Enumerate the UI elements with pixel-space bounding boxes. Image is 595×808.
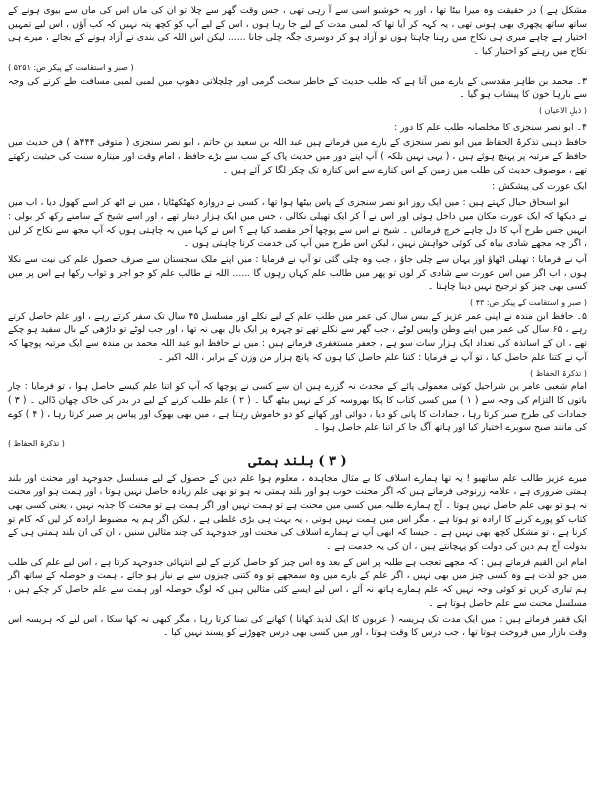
citation-7: ( صبر و استقامت کے پیکر ص: ۴۳ ) <box>470 298 587 308</box>
subheading-abu-nasr: ۴۔ ابو نصر سنجزی کا مخلصانہ طلب علم کا دور : <box>394 121 587 133</box>
paragraph-1: مشکل ہے ) در حقیقت وہ میرا بیٹا تھا ، اور یہ خوشبو اسی سے آ رہی تھی ، جس وقت گھر سے چلا تو ان کی ماں اس کی ماں سے بیوی ہونے کے ساتھ ساتھ پچھری بھی ہونی تھی ، یہ کہہ کر آیا تھا کہ لمبی مدت کے لیے جا رہا ہوں ، اس کے لیے آپ کو کچھ پتہ نہیں کہ کب آؤں ، اس لیے تمہیں اختیار ہے چاہے میری ہی نکاح میں رہنا چاہتا ہوں تو آزاد ہو کر دوسری جگہ چلی جانا ...... لیکن اس اللہ کی بندی نے آزاد ہونے کے بجائے ، میرے ہی نکاح میں رہنے کو اختیار کیا ۔ <box>8 5 587 58</box>
paragraph-4: حافظ ذہبی تذکرۃ الحفاظ میں ابو نصر سنجزی کے بارے میں فرماتے ہیں عبد اللہ بن سعید بن حاتم ، ابو نصر سنجزی ( متوفی ۴۴۴ھ ) فن حدیث میں حافظ کے مرتبہ پر پہنچ ہوئے ہیں ، ( یہی نہیں بلکہ ) آپ اپنے دور میں حدیث پاک کے سب سے بڑے حافظ ، امام وقت اور مینارہ سنت کی حیثیت رکھتے تھے ، موصوف حدیث کی طلب میں زمین کے اس کنارے سے اس کنارہ تک چکر لگا کر آئے ہیں ۔ <box>8 137 587 176</box>
citation-9: ( تذکرۃ الحفاظ ) <box>8 439 65 449</box>
paragraph-7: آپ نے فرمایا : تھیلی اٹھاؤ اور یہاں سے چلی جاؤ ، جب وہ چلی گئی تو آپ نے فرمایا : میں اپنے ملک سجستان سے صرف حصول علم کی نیت سے نکلا ہوں ، اب اگر میں اس عورت سے شادی کر لوں تو پھر میں طالب علم کہاں رہوں گا ...... اللہ نے طالب علم کو جو اجر و ثواب رکھا ہے اس پر میں کسی بھی چیز کو ترجیح نہیں دینا چاہتا ۔ <box>8 253 587 293</box>
section-paragraph-2: امام ابن القیم فرماتے ہیں : کہ مجھے تعجب ہے طلبہ پر اس کے بعد وہ اس چیز کو حاصل کرنے کے لیے انتہائی جدوجہد کرتا ہے ، اس لیے علم کی طلب میں جو لذت ہے وہ کسی چیز میں بھی نہیں ، اگر علم کے بارے میں وہ سمجھے تو وہ کتنی چیزوں سے بے نیاز ہو جائے ، ہمت و حوصلہ کے ساتھ اگر ہم تیاری کریں تو کوئی وجہ نہیں کہ علم ہمارے ہاتھ نہ آئے ، اس لیے ایسے کئی مثالیں ہیں کہ لوگ حوصلہ اور ہمت سے علم حاصل کر چکے ہیں ، مسلسل محنت سے علم حاصل ہوتا ہے ۔ <box>8 556 587 609</box>
paragraph-6: ابو اسحاق حبال کہتے ہیں : میں ایک روز ابو نصر سنجزی کے پاس بیٹھا ہوا تھا ، کسی نے دروازہ کھٹکھٹایا ، میں نے اٹھ کر اسے کھول دیا ، اب میں نے دیکھا کہ ایک عورت مکان میں داخل ہوئی اور اس نے آ کر ایک تھیلی نکالی ، جس میں ایک ہزار دینار تھے ، اور اسے شیخ کے سامنے رکھ کر بولی : انہیں جس طرح آپ کا دل چاہے خرچ فرمائیں ۔ شیخ نے اس سے پوچھا آخر مقصد کیا ہے ؟ اس نے کہا میں یہ چاہتی ہوں کہ آپ مجھ سے نکاح کر لیں ، اگر چہ مجھے شادی بیاہ کی کوئی خواہش نہیں ، لیکن اس طرح میں آپ کی خدمت کرنا چاہتی ہوں ۔ <box>8 197 587 250</box>
paragraph-9: امام شعبی عامر بن شراحیل کوئی معمولی پائے کے محدث نہ گزرے ہیں ان سے کسی نے پوچھا کہ آپ کو اتنا علم کیسے حاصل ہوا ، تو فرمایا : چار باتوں کا التزام کی وجہ سے ( ۱ ) میں کسی کتاب کا پکا بھروسہ کر کے نہیں بیٹھ گیا ۔ ( ۲ ) علم طلب کرنے کے لیے در بدر کی خاک چھان ڈالی ۔ ( ۳ ) جمادات کی طرح صبر کرتا رہا ، جمادات کا پانی کو دیا ، دوائی اور کھانے کو دو خاموش رہتا ہے ، میں بھی بھوک اور پیاس پر صبر کرتا رہا ، ( ۴ ) کوے کی مانند صبح سویرے اختیار کیا اور ہاتھ آگ جا کر اتنا علم حاصل ہوا ۔ <box>8 381 587 434</box>
citation-8: ( تذکرۃ الحفاظ ) <box>530 368 587 378</box>
section-paragraph-3: ایک فقیر فرماتے ہیں : میں ایک مدت تک ہریسہ ( عربوں کا ایک لذیذ کھانا ) کھانے کی تمنا کرتا رہا ، مگر کبھی نہ کھا سکا ، اس لیے کہ ہریسہ اس وقت بازار میں فروخت ہوتا تھا ، جب درس کا وقت ہوتا ، اور میں کسی بھی درس چھوڑنے کو پسند نہیں کیا ۔ <box>8 613 587 639</box>
subheading-woman-offer: ایک عورت کی پیشکش : <box>492 181 587 193</box>
citation-2: ( ذیلِ الاعیان ) <box>538 105 587 115</box>
paragraph-8: ۵۔ حافظ ابن مندہ نے اپنی عمر عزیز کے بیس سال کی عمر میں طلب علم کے لیے نکلے اور مسلسل ۴۵ سال تک سفر کرتے رہے ، اور علم حاصل کرتے رہے ، ۶۵ سال کی عمر میں اپنے وطن واپس لوٹے ، جب گھر سے نکلے تھے تو چہرہ پر ایک بال بھی نہ تھا ، اور جب لوٹے تو داڑھی کے بال سفید ہو چکے تھے ، ان کے اساتذہ کی تعداد ایک ہزار سات سو ہے ، جعفر مستغفری فرماتے ہیں : میں نے حافظ ابو عبد اللہ محمد بن مندہ سے ایک مرتبہ پوچھا کہ آپ نے کتنا علم حاصل کیا ، تو آپ نے فرمایا : کتنا علم حاصل کیا ہوں کہ پانچ ہزار من وزن کے برابر ، اللہ اکبر ۔ <box>8 310 587 363</box>
citation-1: ( صبر و استقامت کے پیکر ص: ۵۲۵۱ ) <box>8 62 134 72</box>
section-heading: ( ۳ ) بلند ہمتی <box>248 453 347 469</box>
paragraph-2: ۳۔ محمد بن طاہر مقدسی کے بارے میں آتا ہے کہ طلب حدیث کے خاطر سخت گرمی اور چلچلاتی دھوپ میں لمبی لمبی مسافت طے کرنے کی وجہ سے بارہا خون کا پیشاب ہو گیا ۔ <box>8 75 587 101</box>
section-paragraph-1: میرے عزیز طالب علم ساتھیو ! یہ تھا ہمارے اسلاف کا بے مثال مجاہدہ ، معلوم ہوا علم دین کے حصول کے لیے مسلسل جدوجہد اور محنت اور بلند ہمتی ضروری ہے ، علامہ زرنوجی فرماتے ہیں کہ اگر محنت خوب ہو اور بلند ہمتی نہ ہو تو بھی علم زیادہ حاصل نہیں ہوتا ، اور ہمت ہو اور محنت نہ ہو تو بھی علم حاصل نہیں ہوتا ۔ آج ہمارے طلبہ میں کسی میں محنت ہے تو ہمت نہیں اور اگر ہمت ہے تو محنت کا جذبہ نہیں ، یعنی کسی بھی کتاب کو پورے کرنے کا ارادہ تو ہوتا ہے ، مگر اس میں ہمت نہیں ہوتی ، یہ بہت ہی بڑی غلطی ہے ، لیکن اگر ہم یہ مضبوط ارادہ کر لیں کہ کام تو کرنا ہے ، تو مشکل کچھ بھی نہیں ہے ۔ جیسا کہ ابھی آپ نے ہمارے اسلاف کی محنت اور جدوجہد کی چند مثالیں سنیں ، ان کی ان بلند ہمتی ہی کے بدولت آج ہم دین کی دولت کو پہچانتے ہیں ، ان کی یہ خدمت ہے ۔ <box>8 472 587 553</box>
